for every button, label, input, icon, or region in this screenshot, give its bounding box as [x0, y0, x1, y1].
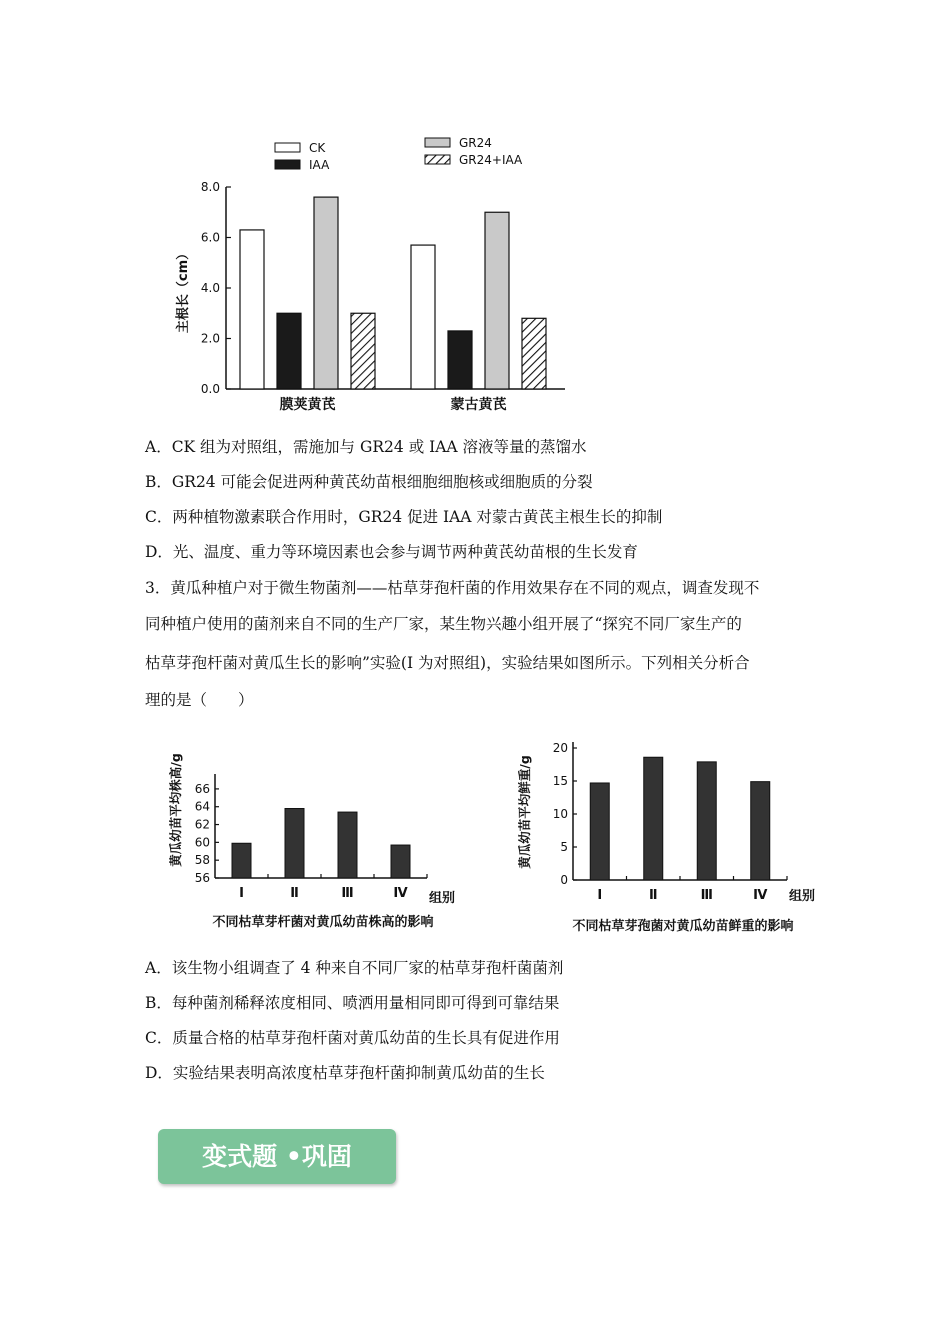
- legend-swatch: [425, 155, 450, 164]
- y-tick-label: 62: [194, 817, 210, 832]
- y-tick-label: 56: [194, 871, 210, 885]
- option-a: A．该生物小组调查了 4 种来自不同厂家的枯草芽孢杆菌菌剂: [145, 959, 564, 977]
- plant-height-chart: [165, 738, 480, 938]
- x-tick-label: Ⅰ: [597, 888, 603, 903]
- bar: [522, 318, 546, 389]
- bar: [697, 762, 716, 880]
- y-tick-label: 6.0: [200, 230, 220, 245]
- bar: [351, 313, 375, 389]
- option-a: A．CK 组为对照组，需施加与 GR24 或 IAA 溶液等量的蒸馏水: [145, 438, 587, 456]
- option-c: C．两种植物激素联合作用时，GR24 促进 IAA 对蒙古黄芪主根生长的抑制: [145, 508, 663, 526]
- legend-label: GR24+IAA: [459, 153, 523, 167]
- y-tick-label: 10: [552, 807, 568, 821]
- x-tick-label: Ⅳ: [753, 888, 768, 903]
- option-d: D．实验结果表明高浓度枯草芽孢杆菌抑制黄瓜幼苗的生长: [145, 1064, 545, 1082]
- root-length-chart: [170, 132, 570, 417]
- question-3-stem-line-3: 枯草芽孢杆菌对黄瓜生长的影响”实验(I 为对照组)，实验结果如图所示。下列相关分析合: [145, 654, 750, 672]
- bar: [485, 212, 509, 389]
- x-tick-label: 膜荚黄芪: [279, 397, 336, 413]
- y-tick-label: 64: [194, 799, 210, 814]
- y-tick-label: 58: [194, 853, 210, 868]
- x-axis-label: 组别: [788, 889, 816, 904]
- chart-title: 不同枯草芽杆菌对黄瓜幼苗株高的影响: [212, 915, 434, 930]
- y-tick-label: 5: [560, 840, 568, 854]
- y-tick-label: 60: [194, 835, 210, 850]
- y-tick-label: 0.0: [200, 382, 220, 396]
- bar: [590, 783, 609, 880]
- variant-exercise-badge: 变式题 •巩固: [158, 1129, 396, 1184]
- bar: [338, 812, 357, 878]
- bar: [240, 230, 264, 389]
- bar: [391, 845, 410, 878]
- question-3-stem-line-4: 理的是（ ）: [145, 691, 254, 709]
- y-tick-label: 8.0: [200, 180, 220, 194]
- legend-label: IAA: [309, 158, 330, 172]
- y-tick-label: 0: [560, 873, 568, 887]
- bar: [411, 245, 435, 389]
- y-tick-label: 4.0: [200, 281, 220, 295]
- chart-bars: [232, 809, 410, 878]
- x-tick-label: Ⅲ: [341, 886, 354, 901]
- x-tick-label: Ⅱ: [290, 886, 299, 901]
- bar: [644, 757, 663, 880]
- question-3-stem-line-1: 3．黄瓜种植户对于微生物菌剂——枯草芽孢杆菌的作用效果存在不同的观点，调查发现不: [145, 579, 760, 597]
- legend-label: CK: [309, 141, 326, 155]
- x-tick-label: Ⅰ: [239, 886, 244, 901]
- x-axis-label: 组别: [428, 891, 456, 906]
- option-c: C．质量合格的枯草芽孢杆菌对黄瓜幼苗的生长具有促进作用: [145, 1029, 560, 1047]
- x-tick-label: Ⅳ: [393, 886, 408, 901]
- legend-swatch: [425, 138, 450, 147]
- y-tick-label: 66: [194, 781, 210, 796]
- chart-bars: [590, 757, 770, 880]
- question-3-stem-line-2: 同种植户使用的菌剂来自不同的生产厂家，某生物兴趣小组开展了“探究不同厂家生产的: [145, 615, 742, 633]
- bar: [277, 313, 301, 389]
- chart-legend: [275, 136, 523, 172]
- option-b: B．GR24 可能会促进两种黄芪幼苗根细胞细胞核或细胞质的分裂: [145, 473, 593, 491]
- y-tick-label: 15: [552, 774, 568, 788]
- bar: [285, 809, 304, 878]
- fresh-weight-chart: [515, 732, 830, 938]
- x-tick-label: 蒙古黄芪: [450, 397, 507, 413]
- bar: [232, 843, 251, 878]
- x-tick-label: Ⅱ: [648, 888, 658, 903]
- chart-bars: [240, 197, 546, 389]
- option-b: B．每种菌剂稀释浓度相同、喷洒用量相同即可得到可靠结果: [145, 994, 560, 1012]
- bar: [448, 331, 472, 389]
- y-tick-label: 2.0: [200, 331, 220, 346]
- bar: [751, 782, 770, 880]
- x-tick-label: Ⅲ: [700, 888, 713, 903]
- option-d: D．光、温度、重力等环境因素也会参与调节两种黄芪幼苗根的生长发育: [145, 543, 638, 561]
- legend-label: GR24: [459, 136, 492, 150]
- legend-swatch: [275, 143, 300, 152]
- chart-title: 不同枯草芽孢菌对黄瓜幼苗鲜重的影响: [572, 919, 794, 934]
- y-axis-label: 黄瓜幼苗平均鲜重/g: [517, 755, 532, 869]
- bar: [314, 197, 338, 389]
- y-tick-label: 20: [552, 741, 568, 755]
- y-axis-label: 主根长（cm）: [176, 246, 191, 334]
- legend-swatch: [275, 160, 300, 169]
- y-axis-label: 黄瓜幼苗平均株高/g: [168, 753, 183, 867]
